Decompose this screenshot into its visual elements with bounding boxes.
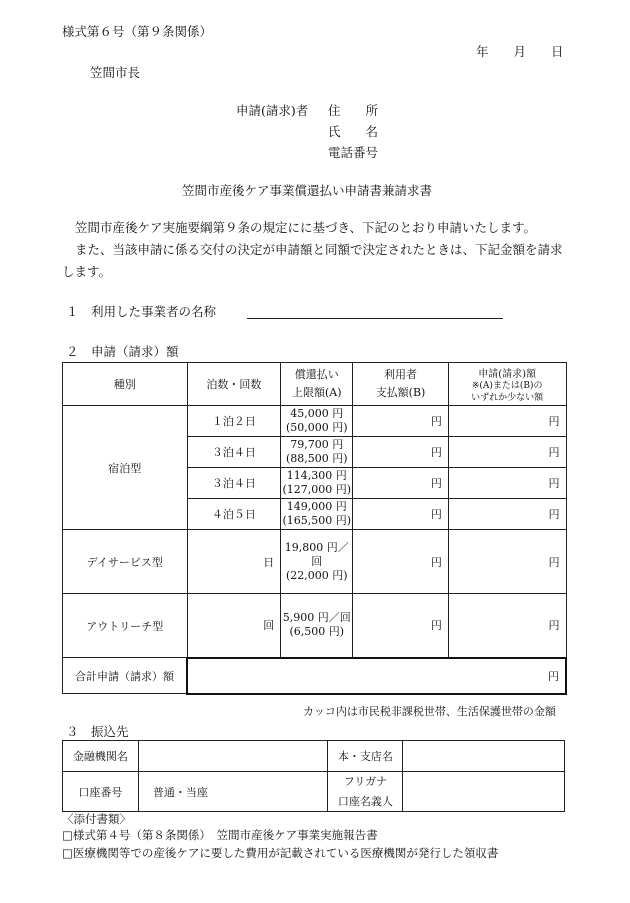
account-holder-input[interactable] <box>403 772 565 812</box>
user-paid-input[interactable]: 円 <box>353 468 449 499</box>
claim-input[interactable]: 円 <box>448 530 566 594</box>
body-paragraph-2: また、当該申請に係る交付の決定が申請額と同額で決定されたときは、下記金額を請求します。 <box>62 242 563 279</box>
account-type-select[interactable]: 普通・当座 <box>138 772 328 812</box>
limit-cell <box>281 406 353 437</box>
limit-sub-value: (22,000 円) <box>285 568 348 582</box>
document-title: 笠間市産後ケア事業償還払い申請書兼請求書 <box>182 183 433 198</box>
limit-sub-value: (88,500 円) <box>285 452 348 465</box>
limit-cell <box>281 530 353 594</box>
limit-sub-value: (50,000 円) <box>285 421 348 434</box>
account-number-label: 口座番号 <box>63 772 139 812</box>
limit-sub-value: (127,000 円) <box>282 483 352 496</box>
table-row <box>63 406 567 437</box>
header-claim-line2: ※(A)または(B)の <box>471 380 543 391</box>
user-paid-input[interactable]: 円 <box>353 406 449 437</box>
day-service-type: デイサービス型 <box>63 530 188 594</box>
outreach-type: アウトリーチ型 <box>63 594 188 658</box>
bank-row <box>63 741 565 772</box>
section2-label: ２ 申請（請求）額 <box>66 344 179 359</box>
header-user-line2: 支払額(B) <box>375 386 426 399</box>
limit-cell <box>281 437 353 468</box>
limit-sub-value: (6,500 円) <box>289 625 345 639</box>
claim-input[interactable]: 円 <box>448 437 566 468</box>
holder-label: 口座名義人 <box>337 794 393 808</box>
form-number: 様式第６号（第９条関係） <box>62 24 213 39</box>
attachments-heading: 〈添付書類〉 <box>62 812 131 826</box>
nights-cell: １泊２日 <box>187 406 281 437</box>
user-paid-input[interactable]: 円 <box>353 594 449 658</box>
limit-cell <box>281 499 353 530</box>
body-paragraph-1: 笠間市産後ケア実施要綱第９条の規定にに基づき、下記のとおり申請いたします。 <box>75 220 537 235</box>
phone-label: 電話番号 <box>328 145 379 160</box>
user-paid-input[interactable]: 円 <box>353 499 449 530</box>
nights-cell: ４泊５日 <box>187 499 281 530</box>
bank-table <box>62 740 565 812</box>
outreach-count-input[interactable]: 回 <box>187 594 281 658</box>
section3-label: ３ 振込先 <box>66 724 129 739</box>
header-nights: 泊数・回数 <box>187 363 281 406</box>
branch-input[interactable] <box>403 741 565 772</box>
claim-input[interactable]: 円 <box>448 594 566 658</box>
header-user-line1: 利用者 <box>384 368 418 381</box>
header-user-paid <box>353 363 449 406</box>
attachment-item-1[interactable]: □様式第４号（第８条関係） 笠間市産後ケア事業実施報告書 <box>62 828 378 842</box>
nights-cell: ３泊４日 <box>187 437 281 468</box>
header-limit-line1: 償還払い <box>294 368 339 381</box>
address-label: 住 所 <box>328 103 379 118</box>
limit-value: 114,300 円 <box>286 469 347 482</box>
header-limit <box>281 363 353 406</box>
claim-input[interactable]: 円 <box>448 468 566 499</box>
claim-input[interactable]: 円 <box>448 499 566 530</box>
limit-value: 79,700 円 <box>290 438 344 451</box>
header-claim <box>448 363 566 406</box>
limit-value: 45,000 円 <box>290 407 344 420</box>
total-amount-input[interactable]: 円 <box>187 658 566 694</box>
stay-type-label: 宿泊型 <box>63 406 188 530</box>
date-line: 年 月 日 <box>476 44 564 59</box>
attachment-item-2[interactable]: □医療機関等での産後ケアに要した費用が記載されている医療機関が発行した領収書 <box>62 846 499 860</box>
bank-name-input[interactable] <box>138 741 328 772</box>
claim-input[interactable]: 円 <box>448 406 566 437</box>
table-row <box>63 530 567 594</box>
header-limit-line2: 上限額(A) <box>291 386 342 399</box>
claim-table <box>62 362 567 695</box>
user-paid-input[interactable]: 円 <box>353 437 449 468</box>
nights-cell: ３泊４日 <box>187 468 281 499</box>
limit-value: 5,900 円／回 <box>282 611 351 625</box>
addressee: 笠間市長 <box>90 65 141 80</box>
limit-sub-value: (165,500 円) <box>282 514 352 527</box>
name-label: 氏 名 <box>328 124 379 139</box>
account-holder-label <box>328 772 403 812</box>
bank-name-label: 金融機関名 <box>63 741 139 772</box>
claim-table-header <box>63 363 567 406</box>
total-label: 合計申請（請求）額 <box>63 658 188 694</box>
account-row <box>63 772 565 812</box>
applicant-role-label: 申請(請求)者 <box>236 103 309 118</box>
header-type: 種別 <box>63 363 188 406</box>
limit-value: 19,800 円／回 <box>284 540 349 568</box>
limit-value: 149,000 円 <box>286 500 347 513</box>
limit-cell <box>281 594 353 658</box>
provider-name-line[interactable] <box>247 317 503 319</box>
branch-label: 本・支店名 <box>328 741 403 772</box>
table-note: カッコ内は市民税非課税世帯、生活保護世帯の金額 <box>303 705 556 718</box>
table-row <box>63 594 567 658</box>
day-count-input[interactable]: 日 <box>187 530 281 594</box>
limit-cell <box>281 468 353 499</box>
user-paid-input[interactable]: 円 <box>353 530 449 594</box>
header-claim-line1: 申請(請求)額 <box>478 368 537 380</box>
header-claim-line3: いずれか少ない額 <box>471 392 544 403</box>
section1-label: １ 利用した事業者の名称 <box>66 304 217 319</box>
furigana-label: フリガナ <box>343 774 388 788</box>
total-row <box>63 658 567 694</box>
